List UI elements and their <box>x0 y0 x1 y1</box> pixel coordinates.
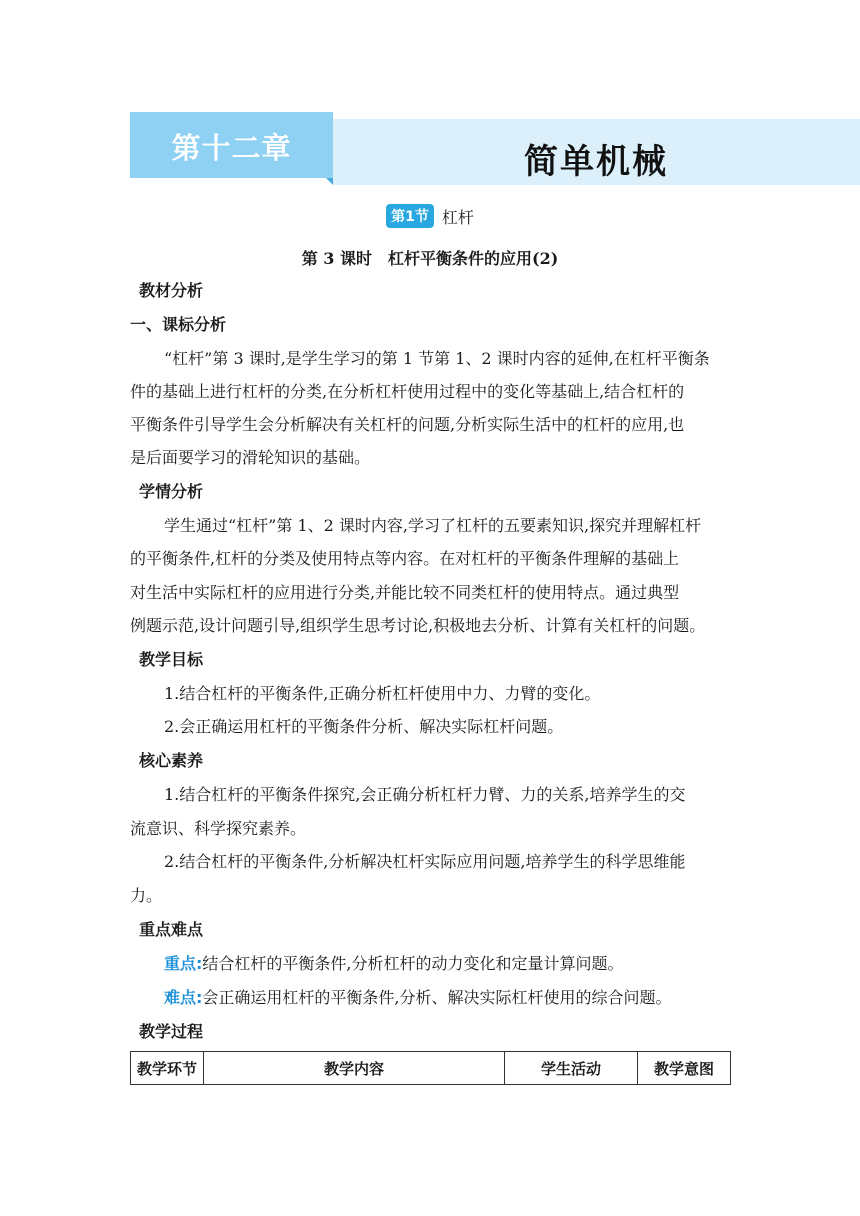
chapter-title: 简单机械 <box>524 142 668 182</box>
table-header-cell: 教学内容 <box>204 1052 505 1085</box>
banner-notch <box>326 178 333 185</box>
paragraph-line: 例题示范,设计问题引导,组织学生思考讨论,积极地去分析、计算有关杠杆的问题。 <box>130 616 706 635</box>
goal-item: 2.会正确运用杠杆的平衡条件分析、解决实际杠杆问题。 <box>164 717 564 736</box>
paragraph-line: 对生活中实际杠杆的应用进行分类,并能比较不同类杠杆的使用特点。通过典型 <box>130 583 680 602</box>
paragraph-line: 平衡条件引导学生会分析解决有关杠杆的问题,分析实际生活中的杠杆的应用,也 <box>130 415 685 434</box>
paragraph-line: 的平衡条件,杠杆的分类及使用特点等内容。在对杠杆的平衡条件理解的基础上 <box>130 549 680 568</box>
heading-student-analysis: 学情分析 <box>139 482 204 501</box>
teaching-process-table <box>130 1051 731 1085</box>
heading-key-difficult: 重点难点 <box>139 920 204 939</box>
section-heading <box>0 204 860 228</box>
paragraph-line: 是后面要学习的滑轮知识的基础。 <box>130 448 371 467</box>
paragraph-line: 学生通过“杠杆”第 1、2 课时内容,学习了杠杆的五要素知识,探究并理解杠杆 <box>164 516 702 535</box>
chapter-banner <box>130 112 860 186</box>
section-name: 杠杆 <box>441 207 474 227</box>
table-header-row <box>131 1052 731 1085</box>
heading-teaching-goals: 教学目标 <box>139 650 204 669</box>
lesson-title: 第 3 课时 杠杆平衡条件的应用(2) <box>301 249 559 268</box>
difficult-point <box>164 988 672 1008</box>
table-header-cell: 教学意图 <box>638 1052 731 1085</box>
heading-teaching-process: 教学过程 <box>139 1022 204 1041</box>
heading-material-analysis: 教材分析 <box>139 281 204 300</box>
table-header-cell: 教学环节 <box>131 1052 204 1085</box>
table-header-cell: 学生活动 <box>505 1052 638 1085</box>
heading-core-literacy: 核心素养 <box>139 751 204 770</box>
literacy-line: 力。 <box>130 886 163 905</box>
difficult-point-label: 难点: <box>164 988 203 1007</box>
section-badge: 第1节 <box>386 204 434 228</box>
literacy-line: 流意识、科学探究素养。 <box>130 819 307 838</box>
literacy-line: 2.结合杠杆的平衡条件,分析解决杠杆实际应用问题,培养学生的科学思维能 <box>164 852 686 871</box>
key-point-text: 结合杠杆的平衡条件,分析杠杆的动力变化和定量计算问题。 <box>202 954 624 973</box>
paragraph-line: 件的基础上进行杠杆的分类,在分析杠杆使用过程中的变化等基础上,结合杠杆的 <box>130 382 685 401</box>
difficult-point-text: 会正确运用杠杆的平衡条件,分析、解决实际杠杆使用的综合问题。 <box>202 988 672 1007</box>
paragraph-line: “杠杆”第 3 课时,是学生学习的第 1 节第 1、2 课时内容的延伸,在杠杆平衡条 <box>164 349 710 368</box>
key-point-label: 重点: <box>164 954 203 973</box>
key-point <box>164 954 624 974</box>
chapter-number: 第十二章 <box>171 131 292 165</box>
goal-item: 1.结合杠杆的平衡条件,正确分析杠杆使用中力、力臂的变化。 <box>164 684 601 703</box>
heading-curriculum-analysis: 一、课标分析 <box>130 315 227 334</box>
literacy-line: 1.结合杠杆的平衡条件探究,会正确分析杠杆力臂、力的关系,培养学生的交 <box>164 785 686 804</box>
